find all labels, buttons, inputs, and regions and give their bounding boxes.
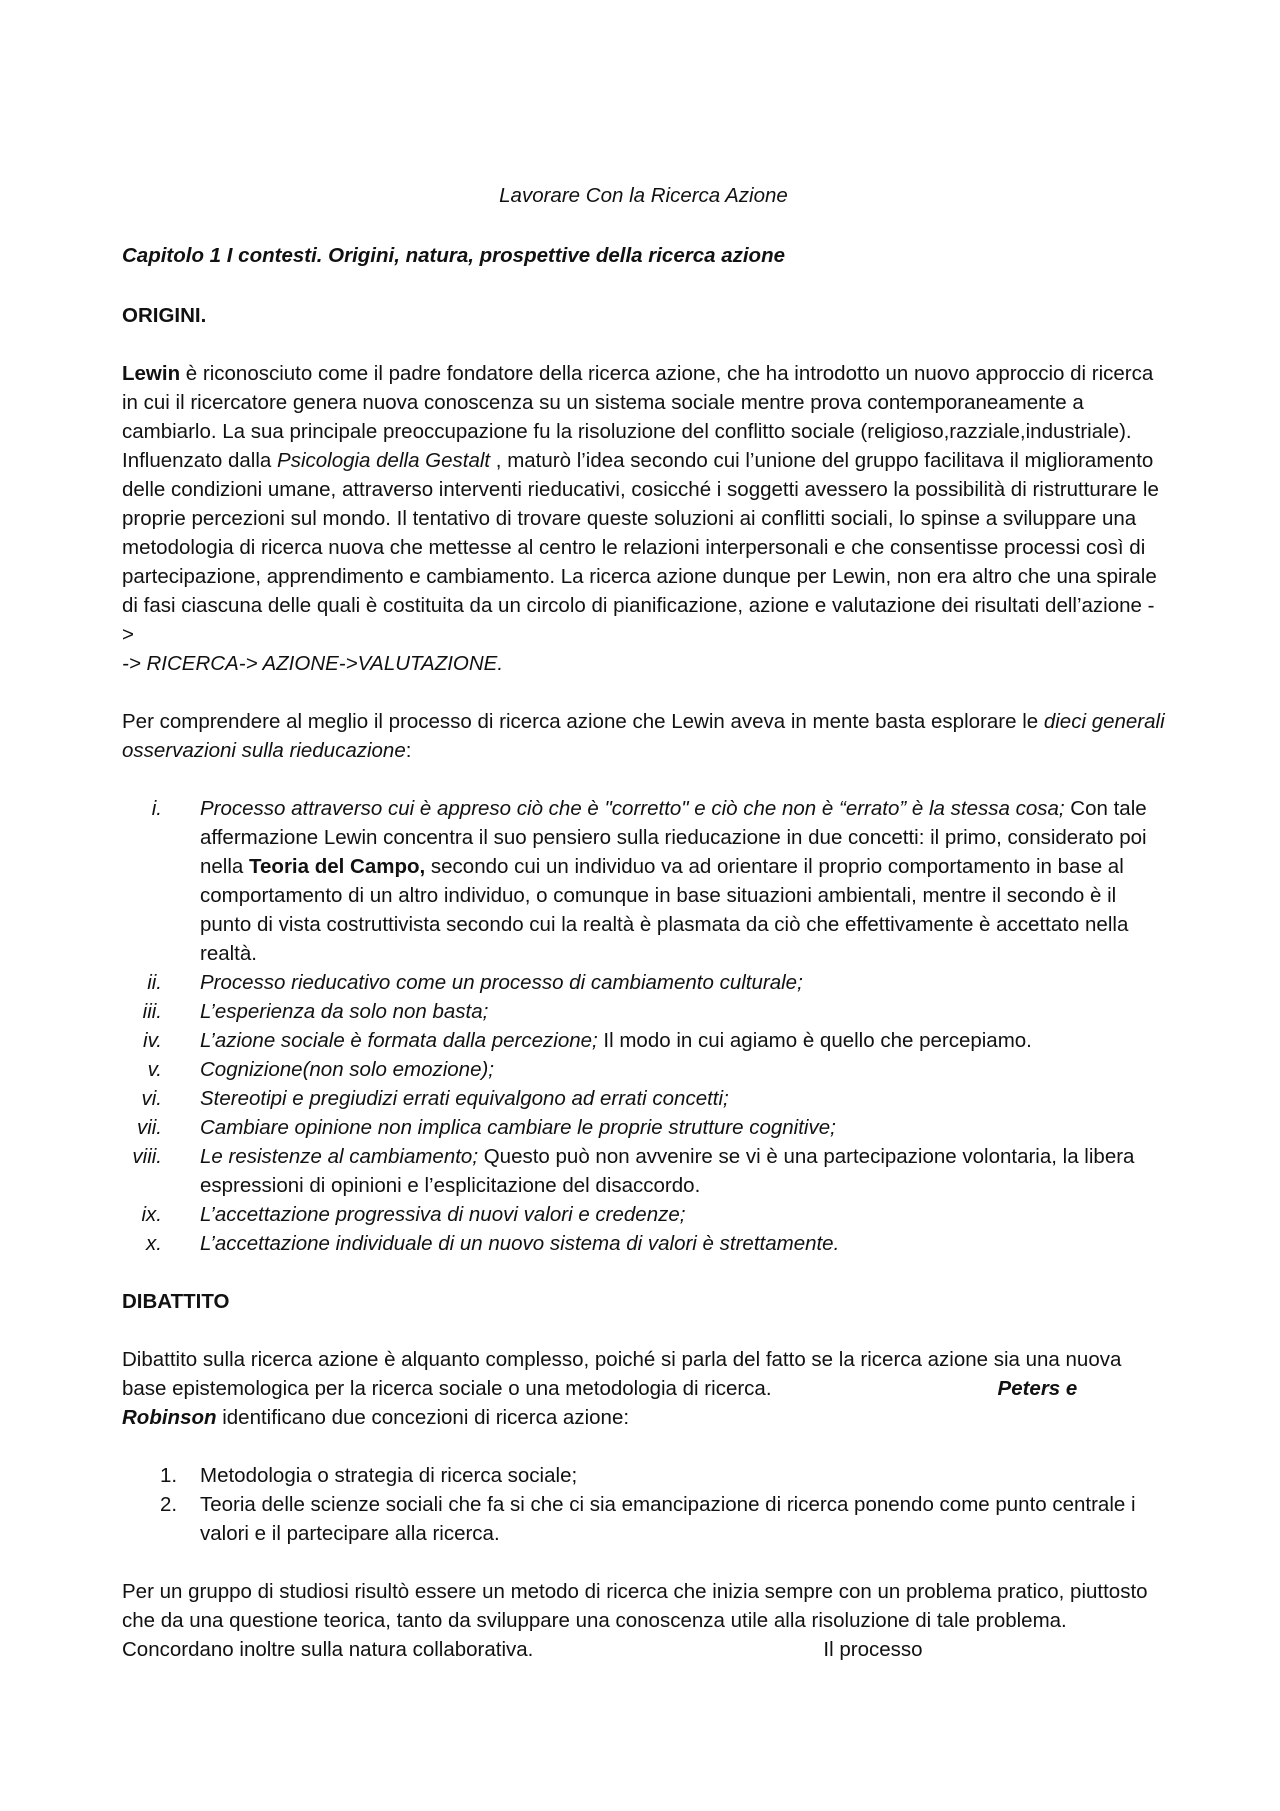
term-gestalt: Psicologia della Gestalt: [277, 449, 491, 472]
document-title: Lavorare Con la Ricerca Azione: [499, 184, 788, 207]
observation-text: Con tale affermazione Lewin concentra il suo pensiero sulla rieducazione in due concetti: il primo, considerato poi nella: [200, 797, 1147, 878]
observation-text: Il modo in cui agiamo è quello che percepiamo.: [597, 1029, 1032, 1052]
observation-title: L’azione sociale è formata dalla percezione;: [200, 1029, 598, 1052]
authors-name: e Robinson: [122, 1377, 1078, 1429]
paragraph-studiosi: [122, 1577, 1165, 1664]
concezioni-list: [122, 1461, 1165, 1548]
list-item-text: Teoria delle scienze sociali che fa si che ci sia emancipazione di ricerca ponendo come punto centrale i valori e il partecipare alla ricerca.: [200, 1493, 1136, 1545]
list-item: [122, 1113, 1165, 1142]
paragraph-lewin: [122, 359, 1165, 678]
paragraph-text: Per un gruppo di studiosi risultò essere un metodo di ricerca che inizia sempre con un problema pratico, piuttosto che da una questione teorica, tanto da sviluppare una conoscenza utile alla risoluzione di tale problema. Concordano inoltre sulla natura collaborativa.: [122, 1580, 1148, 1661]
observation-title: L’accettazione individuale di un nuovo sistema di valori è strettamente.: [200, 1232, 840, 1255]
list-marker: i.: [151, 797, 162, 820]
observation-title: Le resistenze al cambiamento;: [200, 1145, 479, 1168]
list-item: [122, 1200, 1165, 1229]
list-marker: vi.: [141, 1087, 162, 1110]
list-marker: viii.: [132, 1145, 162, 1168]
observations-list: [122, 794, 1165, 1258]
list-item: [122, 1055, 1165, 1084]
section-heading-origini: ORIGINI.: [122, 304, 207, 327]
process-sequence: -> RICERCA-> AZIONE->VALUTAZIONE.: [122, 652, 504, 675]
chapter-heading: Capitolo 1 I contesti. Origini, natura, prospettive della ricerca azione: [122, 244, 785, 267]
term-observations: dieci generali osservazioni sulla rieducazione: [122, 710, 1165, 762]
section-heading-dibattito: DIBATTITO: [122, 1290, 230, 1313]
observation-title: Stereotipi e pregiudizi errati equivalgono ad errati concetti;: [200, 1087, 729, 1110]
list-marker: vii.: [136, 1116, 162, 1139]
list-marker: 1.: [160, 1464, 178, 1487]
paragraph-text: :: [405, 739, 412, 762]
paragraph-dibattito: [122, 1345, 1165, 1432]
list-item: [122, 1229, 1165, 1258]
list-item: [122, 968, 1165, 997]
list-item: [122, 1461, 1165, 1490]
list-item-text: Metodologia o strategia di ricerca sociale;: [200, 1464, 578, 1487]
list-item: [122, 1026, 1165, 1055]
paragraph-text: è riconosciuto come il padre fondatore della ricerca azione, che ha introdotto un nuovo approccio di ricerca in cui il ricercatore genera nuova conoscenza su un sistema sociale mentre prova contemporaneamente a cambiarlo. La sua principale preoccupazione fu la risoluzione del conflitto sociale (religioso,razziale,industriale). Influenzato dalla: [122, 362, 1154, 472]
paragraph-text: Dibattito sulla ricerca azione è alquanto complesso, poiché si parla del fatto se la ricerca azione sia una nuova base epistemologica per la ricerca sociale o una metodologia di ricerca.: [122, 1348, 1122, 1400]
list-marker: iv.: [143, 1029, 162, 1052]
paragraph-observations-intro: [122, 707, 1165, 765]
term-lewin: Lewin: [122, 362, 181, 385]
list-item: [122, 1142, 1165, 1200]
term-teoria-campo: Teoria del Campo,: [249, 855, 426, 878]
list-marker: x.: [146, 1232, 162, 1255]
list-marker: 2.: [160, 1493, 178, 1516]
observation-title: Cambiare opinione non implica cambiare le proprie strutture cognitive;: [200, 1116, 836, 1139]
list-marker: ix.: [141, 1203, 162, 1226]
paragraph-text: Per comprendere al meglio il processo di ricerca azione che Lewin aveva in mente basta esplorare le: [122, 710, 1044, 733]
list-marker: v.: [147, 1058, 162, 1081]
list-item: [122, 997, 1165, 1026]
list-marker: iii.: [142, 1000, 162, 1023]
observation-title: L’accettazione progressiva di nuovi valori e credenze;: [200, 1203, 686, 1226]
list-item: [122, 1084, 1165, 1113]
observation-title: L’esperienza da solo non basta;: [200, 1000, 489, 1023]
paragraph-text: identificano due concezioni di ricerca azione:: [216, 1406, 630, 1429]
observation-title: Processo attraverso cui è appreso ciò che è "corretto" e ciò che non è “errato” è la stessa cosa;: [200, 797, 1065, 820]
observation-title: Cognizione(non solo emozione);: [200, 1058, 495, 1081]
paragraph-text: , maturò l’idea secondo cui l’unione del gruppo facilitava il miglioramento delle condizioni umane, attraverso interventi rieducativi, cosicché i soggetti avessero la possibilità di ristrutturare le proprie percezioni sul mondo. Il tentativo di trovare queste soluzioni ai conflitti sociali, lo spinse a sviluppare una metodologia di ricerca nuova che mettesse al centro le relazioni interpersonali e che consentisse processi così di partecipazione, apprendimento e cambiamento. La ricerca azione dunque per Lewin, non era altro che una spirale di fasi ciascuna delle quali è costituita da un circolo di pianificazione, azione e valutazione dei risultati dell’azione ->: [122, 449, 1159, 646]
observation-text: Questo può non avvenire se vi è una partecipazione volontaria, la libera espressioni di opinioni e l’esplicitazione del disaccordo.: [200, 1145, 1135, 1197]
observation-title: Processo rieducativo come un processo di cambiamento culturale;: [200, 971, 803, 994]
list-item: [122, 1490, 1165, 1548]
authors-name: Peters: [997, 1377, 1061, 1400]
list-marker: ii.: [147, 971, 162, 994]
paragraph-text: Il processo: [823, 1638, 923, 1661]
list-item: [122, 794, 1165, 968]
observation-text: secondo cui un individuo va ad orientare il proprio comportamento in base al comportamento di un altro individuo, o comunque in base situazioni ambientali, mentre il secondo è il punto di vista costruttivista secondo cui la realtà è plasmata da ciò che effettivamente è accettato nella realtà.: [200, 855, 1129, 965]
